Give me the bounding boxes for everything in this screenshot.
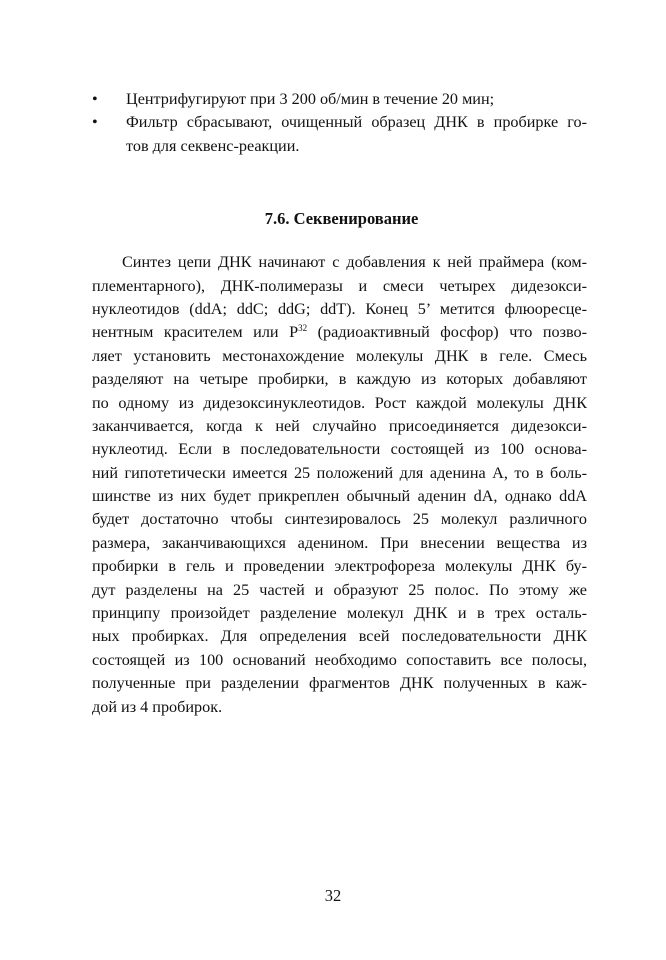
paragraph-line: заканчивается, когда к ней случайно присоединяется дидезокси- xyxy=(92,416,587,435)
bullet-text-line: Центрифугируют при 3 200 об/мин в течение 20 мин; xyxy=(126,90,495,108)
paragraph-line: состоящей из 100 оснований необходимо сопоставить все полосы, xyxy=(92,650,587,669)
paragraph-line: пробирки в гель и проведении электрофореза молекулы ДНК бу- xyxy=(92,557,587,576)
paragraph-line: нуклеотид. Если в последовательности состоящей из 100 основа- xyxy=(92,440,587,459)
paragraph-line: разделяют на четыре пробирки, в каждую из которых добавляют xyxy=(92,370,587,389)
paragraph-line: Синтез цепи ДНК начинают с добавления к ней праймера (ком- xyxy=(122,253,587,272)
paragraph-line: ляет установить местонахождение молекулы ДНК в геле. Смесь xyxy=(92,346,587,365)
bullet-item xyxy=(92,88,587,111)
paragraph-line: нуклеотидов (ddA; ddC; ddG; ddT). Конец 5’ метится флюоресце- xyxy=(92,299,587,318)
bullet-text-line: тов для секвенс-реакции. xyxy=(126,136,300,155)
bullet-item xyxy=(92,111,587,158)
bullet-list xyxy=(92,88,587,158)
paragraph-line: принципу произойдет разделение молекул ДНК и в трех осталь- xyxy=(92,604,587,623)
paragraph-line xyxy=(92,321,587,344)
bullet-marker: • xyxy=(92,113,98,132)
paragraph-line: по одному из дидезоксинуклеотидов. Рост каждой молекулы ДНК xyxy=(92,393,587,412)
page-content xyxy=(92,88,587,719)
line-text: нентным красителем или Р xyxy=(92,323,299,342)
paragraph-line: размера, заканчивающихся аденином. При внесении вещества из xyxy=(92,533,587,552)
paragraph-line: будет достаточно чтобы синтезировалось 25 молекул различного xyxy=(92,510,587,529)
paragraph-line: дой из 4 пробирок. xyxy=(92,697,223,716)
paragraph-line: плементарного), ДНК-полимеразы и смеси четырех дидезокси- xyxy=(92,276,587,295)
bullet-marker: • xyxy=(92,90,98,108)
bullet-text-line: Фильтр сбрасывают, очищенный образец ДНК в пробирке го- xyxy=(126,113,587,132)
paragraph-line: шинстве из них будет прикреплен обычный аденин dA, однако ddA xyxy=(92,487,587,506)
page-number: 32 xyxy=(324,886,342,905)
paragraph-line: дут разделены на 25 частей и образуют 25 полос. По этому же xyxy=(92,580,587,599)
line-text: (радиоактивный фосфор) что позво- xyxy=(307,323,588,342)
superscript: 32 xyxy=(298,323,308,334)
paragraph-line: полученные при разделении фрагментов ДНК полученных в каж- xyxy=(92,674,587,693)
section-heading: 7.6. Секвенирование xyxy=(264,209,419,229)
paragraph-line: ний гипотетически имеется 25 положений для аденина А, то в боль- xyxy=(92,463,587,482)
body-paragraph xyxy=(92,251,587,719)
paragraph-line: ных пробирках. Для определения всей последовательности ДНК xyxy=(92,627,587,646)
